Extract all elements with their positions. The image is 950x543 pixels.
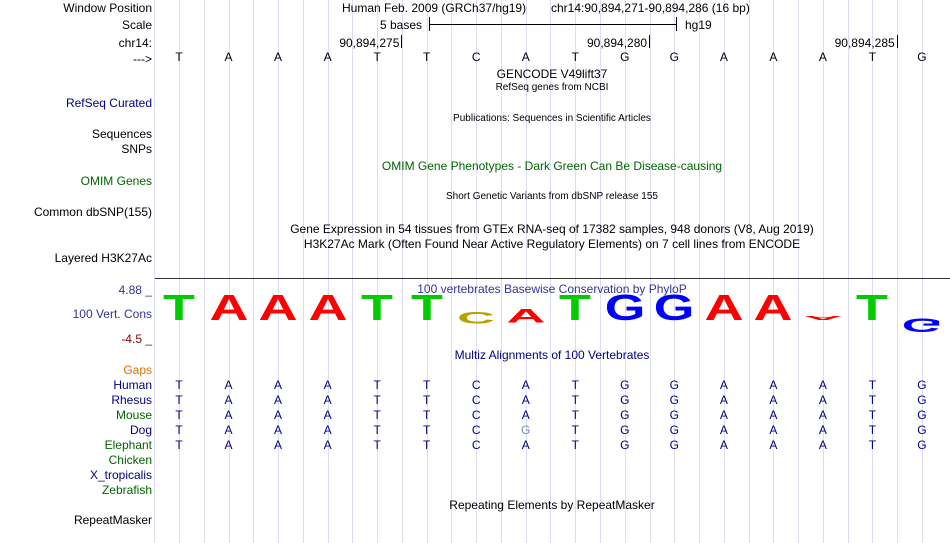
alignment-base: A [274,378,283,392]
alignment-base: G [620,378,630,392]
ref-base: A [818,50,827,64]
conservation-top-line [155,278,950,279]
alignment-base: A [224,378,233,392]
alignment-base: A [521,408,530,422]
alignment-base: A [323,393,332,407]
ruler-tick [401,35,402,48]
conservation-letter: G [653,287,695,328]
grid-line [625,0,626,543]
alignment-base: A [769,423,778,437]
alignment-base: A [274,438,283,452]
conservation-letter: G [604,287,646,328]
species-label[interactable]: Chicken [108,453,152,467]
alignment-base: T [175,408,183,422]
ref-base: G [620,50,630,64]
species-label[interactable]: Zebrafish [101,483,152,497]
track-label-common-dbsnp[interactable]: Common dbSNP(155) [33,205,152,219]
conservation-letter: T [559,287,592,328]
ref-base: A [323,50,332,64]
grid-line [303,0,304,543]
conservation-letter: T [410,287,443,328]
alignment-base: A [274,408,283,422]
conservation-letter: A [803,314,843,321]
grid-line [699,0,700,543]
label-chrom: chr14: [118,36,152,50]
alignment-base: G [669,378,679,392]
grid-line [476,0,477,543]
grid-line [798,0,799,543]
grid-line [179,0,180,543]
grid-line [848,0,849,543]
alignment-base: A [818,423,827,437]
track-label-gaps[interactable]: Gaps [123,363,152,377]
scale-bar [429,17,677,31]
grid-line [650,0,651,543]
alignment-base: G [917,378,927,392]
grid-line [674,0,675,543]
omim-desc: OMIM Gene Phenotypes - Dark Green Can Be Disease-causing [381,159,723,173]
alignment-base: T [373,378,381,392]
track-label-snps[interactable]: SNPs [121,142,152,156]
alignment-base: T [373,438,381,452]
label-strand[interactable]: ---> [133,52,152,66]
alignment-base: G [917,423,927,437]
alignment-base: T [571,378,579,392]
conservation-letter: A [704,287,744,328]
alignment-base: T [422,423,431,437]
label-scale: Scale [121,18,152,32]
alignment-base: C [471,423,481,437]
species-label[interactable]: Dog [129,423,152,437]
alignment-base: A [769,408,778,422]
conservation-letter: C [457,308,496,327]
alignment-base: G [669,423,679,437]
alignment-base: T [868,393,877,407]
grid-line [328,0,329,543]
alignment-base: T [373,408,381,422]
species-label[interactable]: Mouse [115,408,152,422]
alignment-base: A [719,438,728,452]
label-window-position: Window Position [63,1,152,15]
alignment-base: A [818,393,827,407]
track-label-layered-h3k27ac[interactable]: Layered H3K27Ac [54,251,152,265]
alignment-base: G [917,408,927,422]
alignment-base: A [224,423,233,437]
alignment-base: C [471,408,481,422]
alignment-base: A [769,378,778,392]
refseq-desc: RefSeq genes from NCBI [495,82,609,93]
alignment-base: A [323,423,332,437]
alignment-base: T [175,378,183,392]
alignment-base: A [719,423,728,437]
alignment-base: G [620,438,630,452]
track-label-refseq[interactable]: RefSeq Curated [65,96,152,110]
alignment-base: T [868,423,877,437]
ref-base: A [224,50,233,64]
ref-base: T [175,50,183,64]
conservation-letter: T [856,287,889,328]
ref-base: T [868,50,877,64]
alignment-base: A [818,378,827,392]
alignment-base: A [818,438,827,452]
alignment-base: A [818,408,827,422]
h3k27ac-desc: H3K27Ac Mark (Often Found Near Active Regulatory Elements) on 7 cell lines from ENCODE [303,237,801,251]
ruler-tick [649,35,650,48]
position-range: chr14:90,894,271-90,894,286 (16 bp) [551,1,750,15]
alignment-base: T [373,423,381,437]
alignment-base: G [669,393,679,407]
alignment-base: A [224,393,233,407]
track-label-repeatmasker[interactable]: RepeatMasker [73,513,152,527]
alignment-base: T [422,438,431,452]
species-label[interactable]: Human [113,378,152,392]
grid-line [922,0,923,543]
track-label-sequences[interactable]: Sequences [91,127,152,141]
alignment-base: A [323,408,332,422]
track-label-omim[interactable]: OMIM Genes [80,174,152,188]
alignment-base: A [521,393,530,407]
alignment-base: A [323,438,332,452]
ruler-label: 90,894,275 [339,36,400,50]
alignment-base: T [868,438,877,452]
alignment-base: T [175,393,183,407]
multiz-desc: Multiz Alignments of 100 Vertebrates [454,348,650,362]
alignment-base: A [323,378,332,392]
alignment-base: T [868,378,877,392]
alignment-base: T [868,408,877,422]
publications-desc: Publications: Sequences in Scientific Articles [453,113,651,124]
ref-base: G [917,50,927,64]
conservation-letter: T [163,287,195,328]
alignment-base: T [571,393,579,407]
alignment-base: G [620,393,630,407]
alignment-base: G [669,438,679,452]
grid-line [278,0,279,543]
alignment-base: T [571,423,579,437]
alignment-base: T [422,393,431,407]
species-label[interactable]: Rhesus [111,393,152,407]
grid-line [823,0,824,543]
grid-line [154,0,155,543]
grid-line [253,0,254,543]
scale-text: 5 bases [380,18,423,32]
grid-line [872,0,873,543]
alignment-base: A [769,438,778,452]
alignment-base: A [769,393,778,407]
alignment-base: G [669,408,679,422]
track-label-vert-cons[interactable]: 100 Vert. Cons [72,307,152,321]
ref-base: A [769,50,778,64]
repeatmasker-desc: Repeating Elements by RepeatMasker [449,498,655,512]
grid-line [229,0,230,543]
ref-base: G [669,50,679,64]
alignment-base: T [175,423,183,437]
conservation-letter: A [308,287,348,328]
ref-base: T [422,50,431,64]
ref-base: T [373,50,381,64]
grid-line [204,0,205,543]
alignment-base: T [422,378,431,392]
grid-line [724,0,725,543]
species-label[interactable]: X_tropicalis [89,468,152,482]
conservation-letter: A [753,287,793,328]
conservation-letter: T [361,287,394,328]
alignment-base: C [471,378,481,392]
alignment-base: T [571,408,579,422]
conservation-letter: A [209,287,249,328]
alignment-base: A [224,408,233,422]
grid-line [352,0,353,543]
alignment-base: T [422,408,431,422]
alignment-base: T [373,393,381,407]
alignment-base: A [719,378,728,392]
alignment-base: A [274,393,283,407]
alignment-base: C [471,393,481,407]
alignment-base: A [719,393,728,407]
assembly-title: Human Feb. 2009 (GRCh37/hg19) [342,1,527,15]
grid-line [377,0,378,543]
ref-base: A [274,50,283,64]
alignment-base: G [917,393,927,407]
dbsnp-desc: Short Genetic Variants from dbSNP release 155 [446,191,658,202]
ref-base: A [719,50,728,64]
gencode-title: GENCODE V49lift37 [496,67,608,81]
alignment-base: G [521,423,531,437]
cons-max-label: 4.88 _ [118,283,152,297]
grid-line [451,0,452,543]
alignment-base: G [620,408,630,422]
alignment-base: T [571,438,579,452]
ruler-tick [897,35,898,48]
gtex-desc: Gene Expression in 54 tissues from GTEx RNA-seq of 17382 samples, 948 donors (V8, Aug 2019) [290,222,814,236]
conservation-letter: A [258,287,298,328]
conservation-letter: G [901,313,943,337]
alignment-base: G [620,423,630,437]
conservation-letter: A [506,304,546,328]
ruler-label: 90,894,280 [586,36,648,50]
phylop-desc: 100 vertebrates Basewise Conservation by PhyloP [417,282,687,296]
ref-base: C [471,50,481,64]
ref-base: A [521,50,530,64]
cons-min-label: -4.5 _ [121,332,152,346]
scale-db: hg19 [685,18,712,32]
ref-base: T [571,50,579,64]
alignment-base: A [719,408,728,422]
alignment-base: A [274,423,283,437]
ruler-label: 90,894,285 [834,36,895,50]
alignment-base: T [175,438,183,452]
grid-line [749,0,750,543]
grid-line [773,0,774,543]
species-label[interactable]: Elephant [104,438,152,452]
alignment-base: G [917,438,927,452]
grid-line [897,0,898,543]
alignment-base: A [521,438,530,452]
alignment-base: A [224,438,233,452]
grid-line [427,0,428,543]
alignment-base: C [471,438,481,452]
alignment-base: A [521,378,530,392]
grid-line [402,0,403,543]
